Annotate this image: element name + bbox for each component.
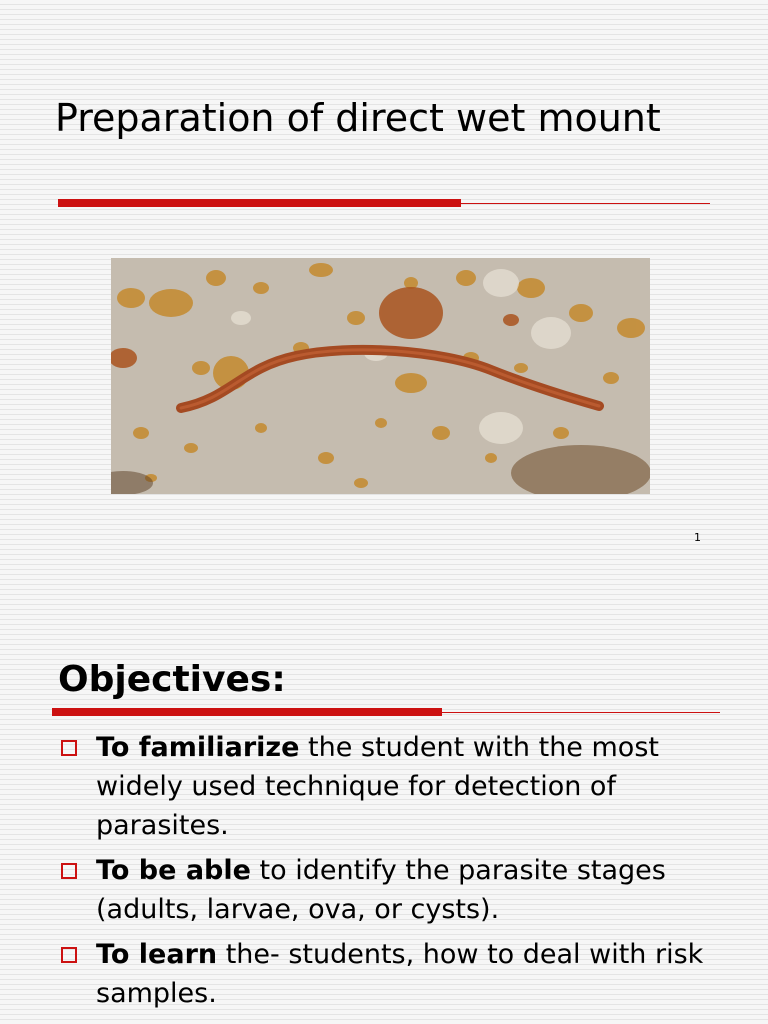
- bullet-bold-text: To be able: [96, 855, 251, 886]
- slide-title: Objectives:: [58, 659, 286, 700]
- slide-2: [0, 620, 768, 1024]
- square-bullet-icon: [61, 863, 77, 879]
- bullet-bold-text: To learn: [96, 939, 218, 970]
- square-bullet-icon: [61, 740, 77, 756]
- bullet-text: to identify the parasite stages (adults, larvae, ova, or cysts).: [96, 855, 666, 925]
- bullet-text: the- students, how to deal with risk samples.: [96, 939, 704, 1009]
- list-item: [58, 851, 748, 929]
- list-item: [58, 728, 748, 845]
- slide-title: Preparation of direct wet mount: [55, 96, 661, 140]
- title-underline: [52, 712, 720, 713]
- title-underline: [58, 203, 710, 204]
- square-bullet-icon: [61, 947, 77, 963]
- bullet-text: the student with the most widely used technique for detection of parasites.: [96, 732, 659, 841]
- list-item: [58, 935, 748, 1013]
- microscope-image: [111, 258, 650, 494]
- page-number: 1: [694, 531, 701, 544]
- objectives-list: [58, 728, 748, 1019]
- bullet-bold-text: To familiarize: [96, 732, 300, 763]
